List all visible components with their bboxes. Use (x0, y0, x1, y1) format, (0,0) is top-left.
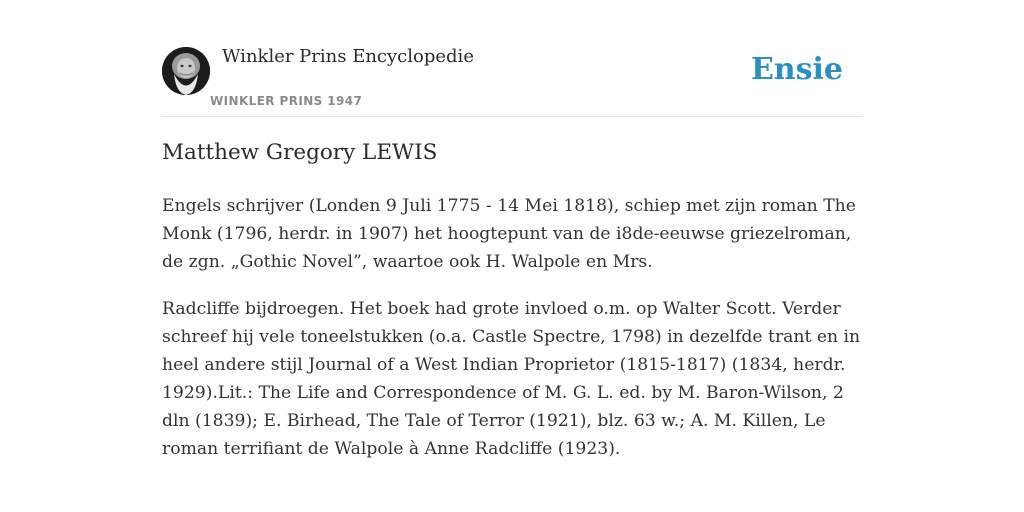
article-title: Matthew Gregory LEWIS (162, 140, 438, 165)
article-paragraph: Engels schrijver (Londen 9 Juli 1775 - 14 Mei 1818), schiep met zijn roman The Monk (1796, herdr. in 1907) het hoogtepunt van de i8de-eeuwse griezelroman, de zgn. „Gothic Novel”, waartoe ook H. Walpole en Mrs. (162, 196, 856, 272)
source-header (162, 44, 862, 117)
source-avatar[interactable] (162, 47, 210, 95)
source-subtitle[interactable]: WINKLER PRINS 1947 (210, 94, 363, 108)
ensie-logo[interactable]: Ensie (750, 52, 843, 87)
source-title[interactable]: Winkler Prins Encyclopedie (222, 46, 474, 67)
article-paragraph: Radcliffe bijdroegen. Het boek had grote invloed o.m. op Walter Scott. Verder schreef hij vele toneelstukken (o.a. Castle Spectre, 1798) in dezelfde trant en in heel andere stijl Journal of a West Indian Proprietor (1815-1817) (1834, herdr. 1929).Lit.: The Life and Correspondence of M. G. L. ed. by M. Baron-Wilson, 2 dln (1839); E. Birhead, The Tale of Terror (1921), blz. 63 w.; A. M. Killen, Le roman terrifiant de Walpole à Anne Radcliffe (1923). (162, 299, 861, 459)
bearded-man-portrait-icon (162, 47, 210, 95)
